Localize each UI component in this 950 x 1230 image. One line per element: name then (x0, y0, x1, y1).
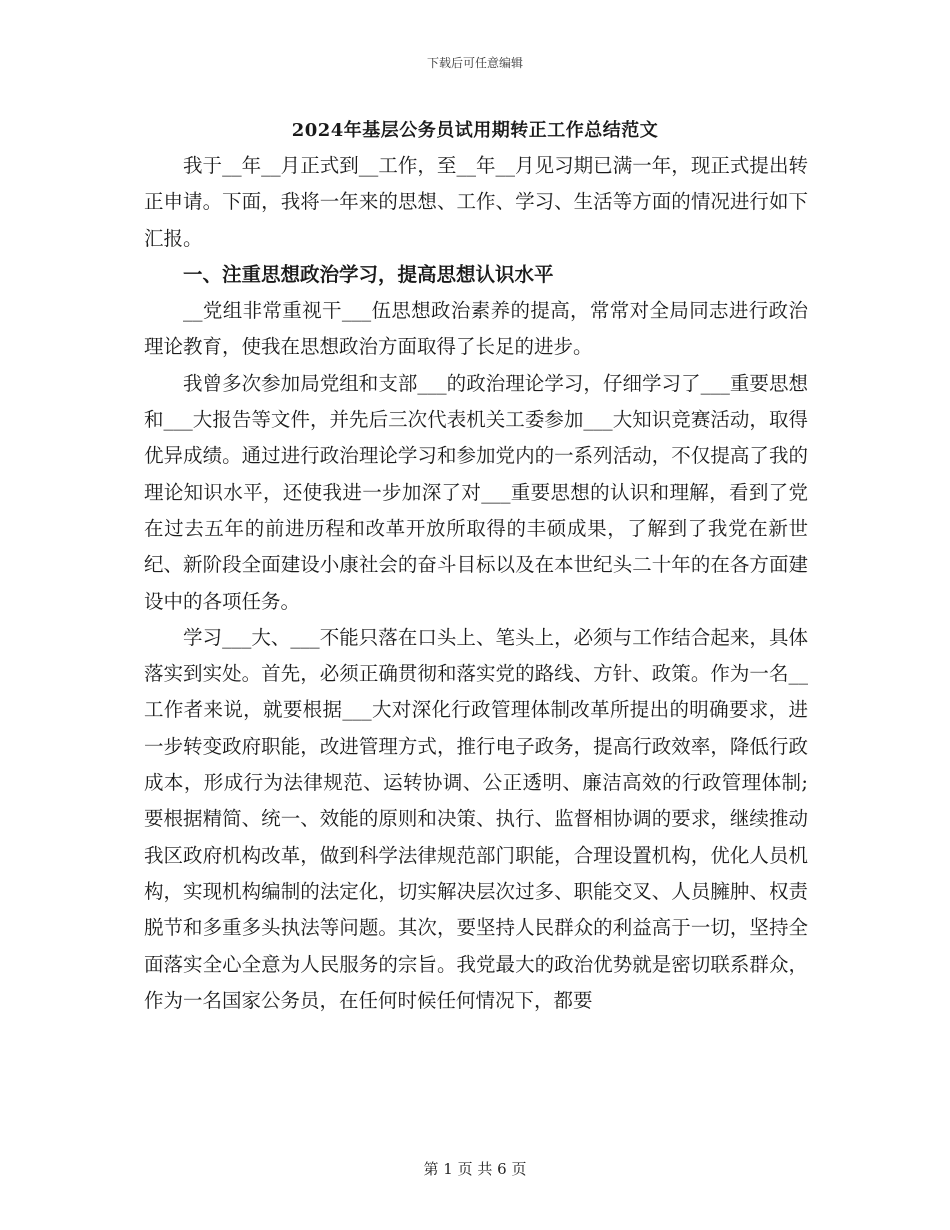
page-number: 第 1 页 共 6 页 (423, 1160, 527, 1178)
document-body (144, 148, 808, 1019)
body-paragraph: 我曾多次参加局党组和支部___的政治理论学习，仔细学习了___重要思想和___大报告等文件，并先后三次代表机关工委参加___大知识竞赛活动，取得优异成绩。通过进行政治理论学习和参加党内的一系列活动，不仅提高了我的理论知识水平，还使我进一步加深了对___重要思想的认识和理解，看到了党在过去五年的前进历程和改革开放所取得的丰硕成果，了解到了我党在新世纪、新阶段全面建设小康社会的奋斗目标以及在本世纪头二十年的在各方面建设中的各项任务。 (144, 371, 808, 613)
document-title: 2024年基层公务员试用期转正工作总结范文 (291, 120, 659, 141)
intro-paragraph: 我于__年__月正式到__工作，至__年__月见习期已满一年，现正式提出转正申请。下面，我将一年来的思想、工作、学习、生活等方面的情况进行如下汇报。 (144, 154, 808, 250)
header-note: 下载后可任意编辑 (426, 56, 523, 70)
body-paragraph: __党组非常重视干___伍思想政治素养的提高，常常对全局同志进行政治理论教育，使我在思想政治方面取得了长足的进步。 (144, 299, 808, 359)
section-heading: 一、注重思想政治学习，提高思想认识水平 (183, 262, 554, 286)
body-paragraph: 学习___大、___不能只落在口头上、笔头上，必须与工作结合起来，具体落实到实处。首先，必须正确贯彻和落实党的路线、方针、政策。作为一名__工作者来说，就要根据___大对深化行政管理体制改革所提出的明确要求，进一步转变政府职能，改进管理方式，推行电子政务，提高行政效率，降低行政成本，形成行为法律规范、运转协调、公正透明、廉洁高效的行政管理体制;要根据精简、统一、效能的原则和决策、执行、监督相协调的要求，继续推动我区政府机构改革，做到科学法律规范部门职能，合理设置机构，优化人员机构，实现机构编制的法定化，切实解决层次过多、职能交叉、人员臃肿、权责脱节和多重多头执法等问题。其次，要坚持人民群众的利益高于一切，坚持全面落实全心全意为人民服务的宗旨。我党最大的政治优势就是密切联系群众，作为一名国家公务员，在任何时候任何情况下，都要 (144, 625, 808, 1012)
